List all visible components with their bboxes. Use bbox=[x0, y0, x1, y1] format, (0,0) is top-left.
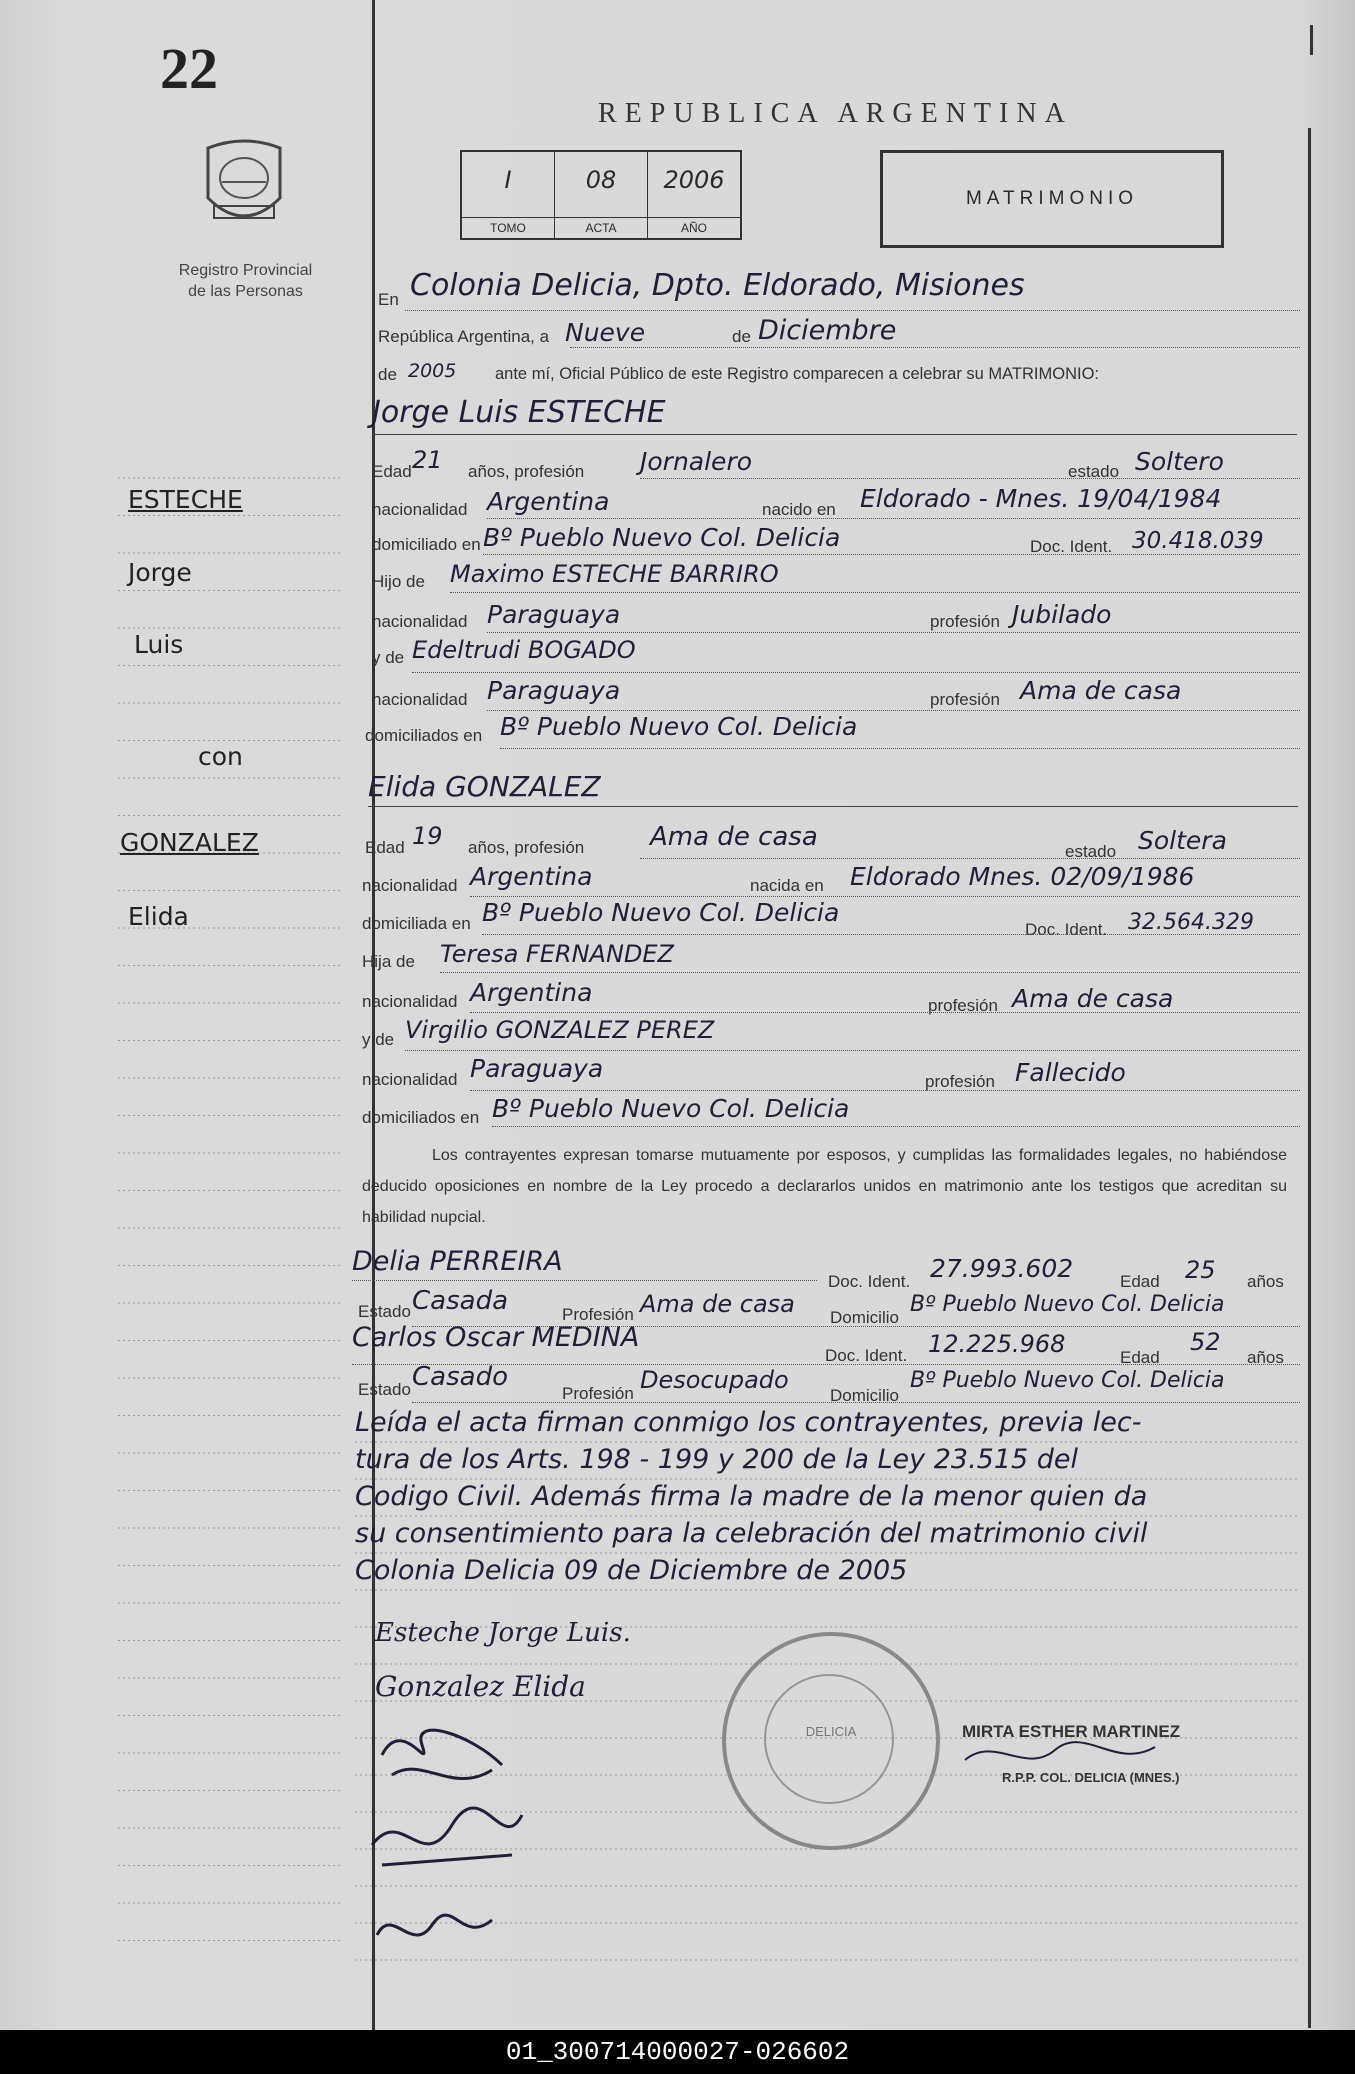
groom-father-prof-label: profesión bbox=[930, 612, 1000, 631]
line bbox=[482, 934, 1300, 935]
officer-office: R.P.P. COL. DELICIA (MNES.) bbox=[1002, 1770, 1180, 1785]
witness2-estado-label: Estado bbox=[358, 1380, 411, 1399]
bride-father-prof-label: profesión bbox=[925, 1072, 995, 1091]
groom-profesion: Jornalero bbox=[640, 447, 753, 476]
line bbox=[450, 592, 1300, 593]
bride-parents-dom-label: domiciliados en bbox=[362, 1108, 480, 1127]
witness2-dom-label: Domicilio bbox=[830, 1386, 899, 1405]
bride-parents-dom: Bº Pueblo Nuevo Col. Delicia bbox=[492, 1094, 850, 1123]
groom-father: Maximo ESTECHE BARRIRO bbox=[450, 560, 779, 588]
year: 2005 bbox=[408, 360, 457, 382]
right-border bbox=[1308, 128, 1311, 2028]
bride-edad: 19 bbox=[412, 822, 443, 850]
bride-name-line bbox=[368, 806, 1298, 807]
note-line-5: Colonia Delicia 09 de Diciembre de 2005 bbox=[355, 1555, 908, 1586]
bride-anos-label: años, profesión bbox=[468, 838, 585, 857]
registry-name bbox=[158, 260, 333, 302]
line bbox=[492, 1126, 1300, 1127]
line bbox=[487, 632, 1300, 633]
officer-name: MIRTA ESTHER MARTINEZ bbox=[962, 1722, 1181, 1741]
margin-surname-2: GONZALEZ bbox=[120, 828, 259, 857]
bride-dom-label: domiciliada en bbox=[362, 914, 471, 933]
witness2-profesion: Desocupado bbox=[640, 1366, 789, 1394]
bride-father-prof: Fallecido bbox=[1015, 1058, 1126, 1087]
note-line-2: tura de los Arts. 198 - 199 y 200 de la Ley 23.515 del bbox=[355, 1444, 1079, 1475]
bride-father: Virgilio GONZALEZ PEREZ bbox=[405, 1016, 715, 1044]
groom-anos-label: años, profesión bbox=[468, 462, 585, 481]
line bbox=[487, 710, 1300, 711]
groom-mother-nac-label: nacionalidad bbox=[372, 690, 468, 709]
tomo-cell bbox=[462, 152, 555, 238]
en-label: En bbox=[378, 290, 399, 309]
groom-edad: 21 bbox=[412, 446, 443, 474]
bride-nacionalidad: Argentina bbox=[470, 862, 593, 891]
witness2-prof-label: Profesión bbox=[562, 1384, 634, 1403]
witness1-doc: 27.993.602 bbox=[930, 1254, 1074, 1283]
officer-signature-icon bbox=[955, 1735, 1205, 1775]
groom-hijo-label: Hijo de bbox=[372, 572, 425, 591]
margin-name-2: Elida bbox=[128, 902, 189, 931]
witness2-edad: 52 bbox=[1190, 1328, 1221, 1356]
place: Colonia Delicia, Dpto. Eldorado, Misiones bbox=[410, 268, 1025, 303]
groom-parents-dom: Bº Pueblo Nuevo Col. Delicia bbox=[500, 712, 858, 741]
bride-doc: 32.564.329 bbox=[1128, 910, 1254, 935]
bride-yde-label: y de bbox=[362, 1030, 395, 1049]
groom-estado: Soltero bbox=[1135, 447, 1224, 476]
line bbox=[640, 858, 1300, 859]
groom-father-prof: Jubilado bbox=[1012, 600, 1112, 629]
note-line-1: Leída el acta firman conmigo los contrayentes, previa lec- bbox=[355, 1407, 1142, 1438]
line bbox=[470, 1012, 1300, 1013]
ano-value: 2006 bbox=[663, 166, 725, 194]
groom-mother-prof: Ama de casa bbox=[1020, 676, 1182, 705]
tomo-value: I bbox=[504, 166, 512, 194]
witness1-domicilio: Bº Pueblo Nuevo Col. Delicia bbox=[910, 1292, 1225, 1317]
witness1-anos-label: años bbox=[1247, 1272, 1284, 1291]
line bbox=[470, 1090, 1300, 1091]
bride-nacida: Eldorado Mnes. 02/09/1986 bbox=[850, 862, 1195, 891]
witness1-dom-label: Domicilio bbox=[830, 1308, 899, 1327]
bride-estado-label: estado bbox=[1065, 842, 1117, 861]
witness2-doc: 12.225.968 bbox=[928, 1330, 1066, 1358]
witness2-domicilio: Bº Pueblo Nuevo Col. Delicia bbox=[910, 1368, 1225, 1393]
bride-mother-prof: Ama de casa bbox=[1012, 984, 1174, 1013]
groom-nac-label: nacionalidad bbox=[372, 500, 468, 519]
acta-label: ACTA bbox=[555, 217, 647, 238]
bride-father-nac: Paraguaya bbox=[470, 1054, 604, 1083]
groom-father-nac: Paraguaya bbox=[487, 600, 621, 629]
registry-line-2: de las Personas bbox=[188, 283, 303, 300]
line bbox=[487, 518, 1300, 519]
ano-cell bbox=[648, 152, 740, 238]
line bbox=[440, 972, 1300, 973]
witness2-anos-label: años bbox=[1247, 1348, 1284, 1367]
footer-id: 01_300714000027-026602 bbox=[0, 2030, 1355, 2074]
bride-estado: Soltera bbox=[1138, 826, 1227, 855]
republica-label: República Argentina, a bbox=[378, 327, 550, 346]
note-line-4: su consentimiento para la celebración del matrimonio civil bbox=[355, 1518, 1148, 1549]
declaration-text: Los contrayentes expresan tomarse mutuamente por esposos, y cumplidas las formalidades legales, no habiéndose deducido oposiciones en nombre de la Ley procedo a declararlos unidos en matrimonio ante los testigos que acreditan su habilidad nupcial. bbox=[362, 1147, 1287, 1226]
witness1-name: Delia PERREIRA bbox=[352, 1246, 563, 1277]
witness1-doc-label: Doc. Ident. bbox=[828, 1272, 911, 1291]
witness2-name: Carlos Oscar MEDINA bbox=[352, 1322, 640, 1353]
day: Nueve bbox=[565, 318, 646, 347]
line bbox=[352, 1280, 817, 1281]
line bbox=[640, 478, 1300, 479]
witness1-estado-label: Estado bbox=[358, 1302, 411, 1321]
bride-mother-nac-label: nacionalidad bbox=[362, 992, 458, 1011]
ano-label: AÑO bbox=[648, 217, 740, 238]
witness1-prof-label: Profesión bbox=[562, 1305, 634, 1324]
acta-cell bbox=[555, 152, 648, 238]
place-line bbox=[405, 310, 1300, 311]
bride-mother-nac: Argentina bbox=[470, 978, 593, 1007]
country-title: REPUBLICA ARGENTINA bbox=[598, 98, 1073, 129]
line bbox=[405, 1050, 1300, 1051]
registry-stamp-icon bbox=[722, 1632, 940, 1850]
de-label: de bbox=[732, 327, 751, 346]
bride-mother-prof-label: profesión bbox=[928, 996, 998, 1015]
act-reference-box bbox=[460, 150, 742, 240]
groom-doc: 30.418.039 bbox=[1132, 528, 1264, 554]
bride-nac-label: nacionalidad bbox=[362, 876, 458, 895]
groom-dom-label: domiciliado en bbox=[372, 535, 481, 554]
groom-mother: Edeltrudi BOGADO bbox=[412, 636, 636, 664]
acta-value: 08 bbox=[585, 166, 617, 194]
bride-mother: Teresa FERNANDEZ bbox=[440, 940, 674, 968]
groom-father-nac-label: nacionalidad bbox=[372, 612, 468, 631]
groom-doc-label: Doc. Ident. bbox=[1030, 537, 1113, 556]
bride-hija-label: Hija de bbox=[362, 952, 415, 971]
witness1-profesion: Ama de casa bbox=[640, 1290, 795, 1318]
registry-line-1: Registro Provincial bbox=[178, 262, 313, 279]
act-type-box: MATRIMONIO bbox=[880, 150, 1224, 248]
witness1-edad: 25 bbox=[1185, 1256, 1216, 1284]
line bbox=[412, 672, 1300, 673]
groom-mother-nac: Paraguaya bbox=[487, 676, 621, 705]
bride-nacida-label: nacida en bbox=[750, 876, 824, 895]
tomo-label: TOMO bbox=[462, 217, 554, 238]
witness2-estado: Casado bbox=[412, 1362, 508, 1392]
groom-mother-prof-label: profesión bbox=[930, 690, 1000, 709]
margin-name-1b: Luis bbox=[134, 630, 184, 659]
province-seal-icon bbox=[200, 138, 288, 230]
bride-doc-label: Doc. Ident. bbox=[1025, 920, 1108, 939]
intro-text: ante mí, Oficial Público de este Registro comparecen a celebrar su MATRIMONIO: bbox=[495, 365, 1100, 383]
groom-nacido: Eldorado - Mnes. 19/04/1984 bbox=[860, 484, 1222, 513]
margin-name-1a: Jorge bbox=[128, 558, 192, 587]
groom-nacionalidad: Argentina bbox=[487, 487, 610, 516]
groom-yde-label: y de bbox=[372, 648, 405, 667]
top-mark bbox=[1310, 25, 1313, 55]
bride-edad-label: Edad bbox=[365, 838, 405, 857]
groom-nacido-label: nacido en bbox=[762, 500, 836, 519]
note-line-3: Codigo Civil. Además firma la madre de la menor quien da bbox=[355, 1481, 1148, 1512]
month: Diciembre bbox=[758, 315, 897, 346]
de2-label: de bbox=[378, 365, 397, 384]
bride-domicilio: Bº Pueblo Nuevo Col. Delicia bbox=[482, 898, 840, 927]
groom-edad-label: Edad bbox=[372, 462, 412, 481]
margin-surname-1: ESTECHE bbox=[128, 485, 243, 514]
groom-parents-dom-label: domiciliados en bbox=[365, 726, 483, 745]
page-number: 22 bbox=[160, 36, 218, 101]
line bbox=[470, 896, 1300, 897]
bride-profesion: Ama de casa bbox=[650, 822, 818, 852]
stamp-center-text: DELICIA bbox=[805, 1724, 857, 1739]
margin-rule-lines bbox=[118, 470, 343, 1970]
line bbox=[412, 1402, 1300, 1403]
stamp-inner-ring bbox=[764, 1674, 894, 1804]
witness2-doc-label: Doc. Ident. bbox=[825, 1346, 908, 1365]
groom-name: Jorge Luis ESTECHE bbox=[372, 395, 666, 430]
witness1-estado: Casada bbox=[412, 1286, 509, 1316]
line bbox=[483, 554, 1300, 555]
witness2-edad-label: Edad bbox=[1120, 1348, 1160, 1367]
groom-signature: Esteche Jorge Luis. bbox=[375, 1618, 631, 1648]
handwritten-signatures-icon bbox=[362, 1715, 542, 1975]
margin-con: con bbox=[198, 742, 243, 771]
groom-name-line bbox=[372, 434, 1297, 435]
date-line bbox=[570, 347, 1300, 348]
groom-estado-label: estado bbox=[1068, 462, 1120, 481]
bride-father-nac-label: nacionalidad bbox=[362, 1070, 458, 1089]
bride-name: Elida GONZALEZ bbox=[368, 770, 601, 803]
groom-domicilio: Bº Pueblo Nuevo Col. Delicia bbox=[483, 523, 841, 552]
bride-signature: Gonzalez Elida bbox=[375, 1670, 586, 1703]
line bbox=[500, 748, 1300, 749]
witness1-edad-label: Edad bbox=[1120, 1272, 1160, 1291]
